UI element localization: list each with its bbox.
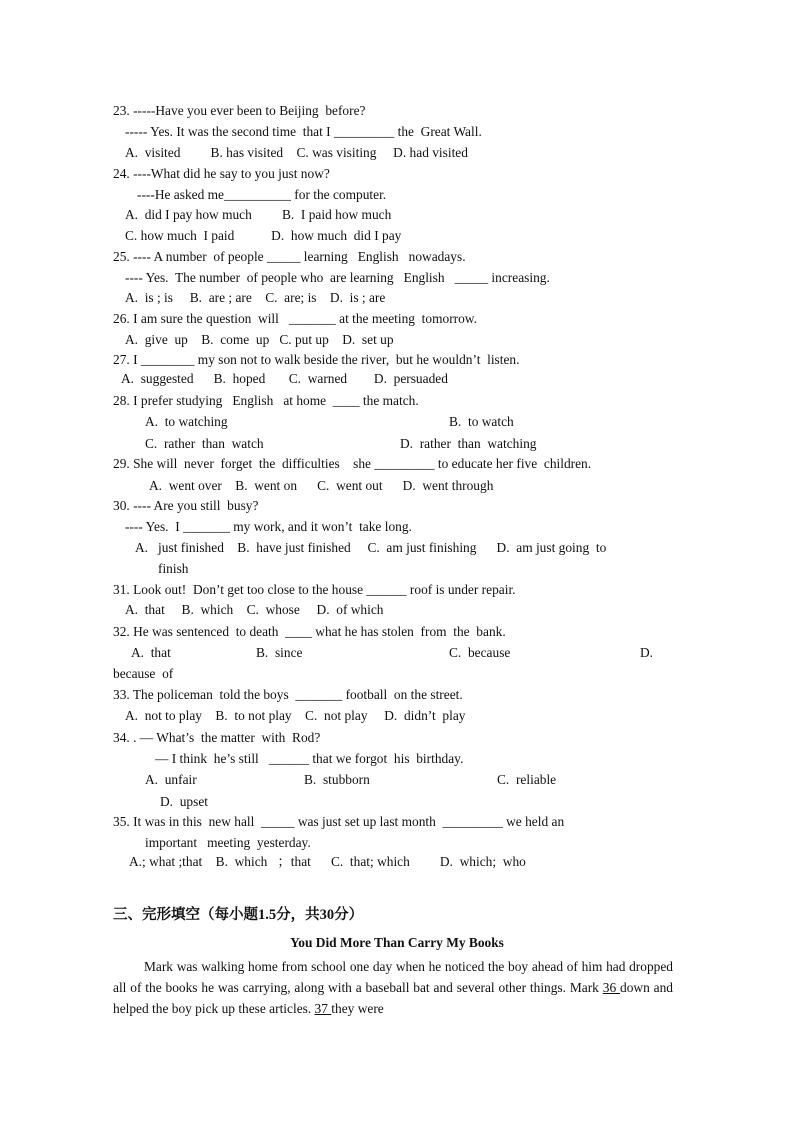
question-line: 23. -----Have you ever been to Beijing before? <box>113 103 366 118</box>
question-line: ---- Yes. I _______ my work, and it won’t take long. <box>125 519 412 534</box>
passage-text: down and helped the boy pick up these articles. <box>113 979 673 1016</box>
passage-text: they were <box>331 1000 384 1016</box>
passage-text: Mark was walking home from school one day when he noticed the boy ahead of him had dropped all of the books he was carrying, along with a baseball bat and several other things. Mark <box>113 959 673 995</box>
question-line: D. upset <box>160 794 208 809</box>
question-line: 24. ----What did he say to you just now? <box>113 166 330 181</box>
question-line: A. did I pay how much B. I paid how much <box>125 207 392 222</box>
question-line: A. unfair <box>145 772 197 787</box>
question-line: B. since <box>256 645 303 660</box>
section-heading: 三、完形填空（每小题1.5分，共30分） <box>113 907 364 923</box>
question-line: because of <box>113 666 174 681</box>
passage-paragraph <box>113 957 673 1019</box>
question-line: ----He asked me__________ for the computer. <box>137 187 387 202</box>
question-line: A. to watching <box>145 414 228 429</box>
question-line: 29. She will never forget the difficulties she _________ to educate her five children. <box>113 456 592 471</box>
question-line: A. just finished B. have just finished C. am just finishing D. am just going to <box>135 540 607 555</box>
question-line: — I think he’s still ______ that we forgot his birthday. <box>155 751 464 766</box>
passage-title: You Did More Than Carry My Books <box>290 935 504 950</box>
question-line: 35. It was in this new hall _____ was just set up last month _________ we held an <box>113 814 565 829</box>
question-line: C. because <box>449 645 511 660</box>
question-line: 30. ---- Are you still busy? <box>113 498 259 513</box>
blank-36: 36 <box>602 979 621 995</box>
question-line: 28. I prefer studying English at home ____ the match. <box>113 393 419 408</box>
question-line: important meeting yesterday. <box>145 835 311 850</box>
question-line: ----- Yes. It was the second time that I _________ the Great Wall. <box>125 124 482 139</box>
question-line: 33. The policeman told the boys _______ football on the street. <box>113 687 463 702</box>
question-line: A. went over B. went on C. went out D. went through <box>149 478 494 493</box>
question-line: 27. I ________ my son not to walk beside the river, but he wouldn’t listen. <box>113 352 520 367</box>
question-line: C. rather than watch <box>145 436 264 451</box>
question-line: 32. He was sentenced to death ____ what he has stolen from the bank. <box>113 624 506 639</box>
question-line: 31. Look out! Don’t get too close to the house ______ roof is under repair. <box>113 582 516 597</box>
question-line: 25. ---- A number of people _____ learning English nowadays. <box>113 249 466 264</box>
question-line: A. suggested B. hoped C. warned D. persuaded <box>121 371 448 386</box>
question-line: D. <box>640 645 654 660</box>
question-line: 26. I am sure the question will _______ at the meeting tomorrow. <box>113 311 477 326</box>
question-line: ---- Yes. The number of people who are learning English _____ increasing. <box>125 270 550 285</box>
question-line: C. reliable <box>497 772 557 787</box>
question-line: B. stubborn <box>304 772 370 787</box>
question-line: A. give up B. come up C. put up D. set up <box>125 332 394 347</box>
question-line: D. rather than watching <box>400 436 537 451</box>
question-line: A. not to play B. to not play C. not play D. didn’t play <box>125 708 466 723</box>
question-line: A. that <box>131 645 171 660</box>
question-line: B. to watch <box>449 414 514 429</box>
question-line: C. how much I paid D. how much did I pay <box>125 228 402 243</box>
question-line: A. that B. which C. whose D. of which <box>125 602 384 617</box>
question-line: 34. . — What’s the matter with Rod? <box>113 730 321 745</box>
question-line: A. is ; is B. are ; are C. are; is D. is ; are <box>125 290 386 305</box>
question-line: A. visited B. has visited C. was visiting D. had visited <box>125 145 468 160</box>
blank-37: 37 <box>314 1000 332 1016</box>
question-line: A.; what ;that B. which ；that C. that; which D. which; who <box>129 854 526 869</box>
question-line: finish <box>158 561 189 576</box>
